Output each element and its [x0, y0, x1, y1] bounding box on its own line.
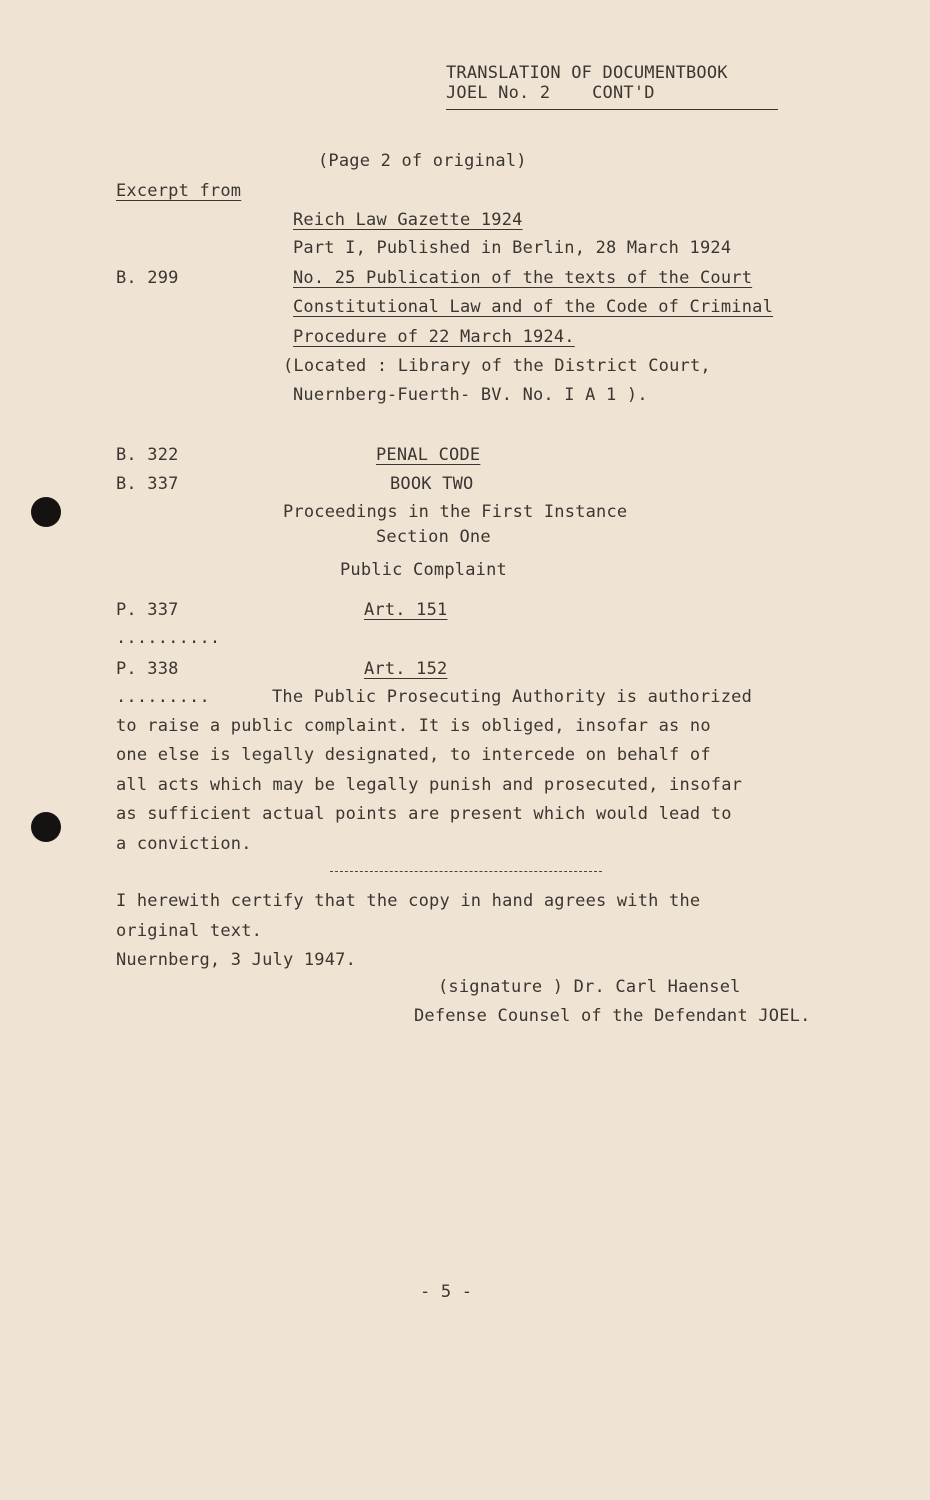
signature-line: (signature ) Dr. Carl Haensel — [438, 977, 741, 997]
article-text-line-3: one else is legally designated, to intercede on behalf of — [116, 745, 711, 765]
section-divider — [330, 871, 602, 872]
source-location-2: Nuernberg-Fuerth- BV. No. I A 1 ). — [293, 385, 648, 405]
code-complaint: Public Complaint — [340, 560, 507, 580]
signatory-role: Defense Counsel of the Defendant JOEL. — [414, 1006, 811, 1026]
article-text-line-2: to raise a public complaint. It is obliged, insofar as no — [116, 716, 711, 736]
article-151: Art. 151 — [364, 600, 448, 620]
certification-line-2: original text. — [116, 921, 263, 941]
header-subtitle: JOEL No. 2 CONT'D — [446, 83, 655, 103]
article-text-line-4: all acts which may be legally punish and prosecuted, insofar — [116, 775, 743, 795]
code-section: Section One — [376, 527, 491, 547]
header-title: TRANSLATION OF DOCUMENTBOOK — [446, 63, 728, 83]
source-line-4: Constitutional Law and of the Code of Criminal — [293, 297, 774, 317]
source-line-2: Part I, Published in Berlin, 28 March 1924 — [293, 238, 732, 258]
certification-line-1: I herewith certify that the copy in hand agrees with the — [116, 891, 701, 911]
certification-place-date: Nuernberg, 3 July 1947. — [116, 950, 357, 970]
margin-ref-3: B. 337 — [116, 474, 179, 494]
source-line-5: Procedure of 22 March 1924. — [293, 327, 575, 347]
punch-hole-top — [31, 497, 61, 527]
code-book: BOOK TWO — [390, 474, 474, 494]
margin-ref-1: B. 299 — [116, 268, 179, 288]
header-rule — [446, 109, 778, 110]
margin-ref-2: B. 322 — [116, 445, 179, 465]
article-text-line-5: as sufficient actual points are present which would lead to — [116, 804, 732, 824]
article-text-line-6: a conviction. — [116, 834, 252, 854]
code-proceedings: Proceedings in the First Instance — [283, 502, 628, 522]
source-line-3: No. 25 Publication of the texts of the Court — [293, 268, 753, 288]
source-location-1: (Located : Library of the District Court, — [283, 356, 711, 376]
page-number: - 5 - — [420, 1282, 473, 1302]
margin-ref-5: P. 338 — [116, 659, 179, 679]
margin-ref-4: P. 337 — [116, 600, 179, 620]
page-note: (Page 2 of original) — [318, 151, 527, 171]
article-152: Art. 152 — [364, 659, 448, 679]
punch-hole-bottom — [31, 812, 61, 842]
excerpt-label: Excerpt from — [116, 181, 242, 201]
ellipsis-2: ......... — [116, 687, 210, 707]
ellipsis-1: .......... — [116, 628, 221, 648]
source-title: Reich Law Gazette 1924 — [293, 210, 523, 230]
article-text-line-1: The Public Prosecuting Authority is authorized — [272, 687, 753, 707]
code-heading: PENAL CODE — [376, 445, 481, 465]
